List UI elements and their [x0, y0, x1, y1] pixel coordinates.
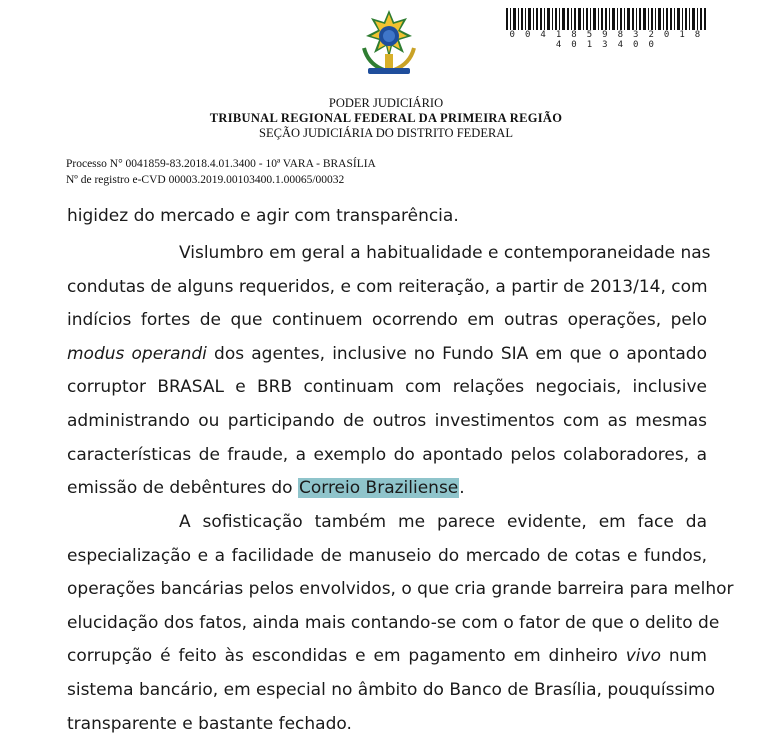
paragraph-sophistication — [67, 506, 734, 741]
text-fragment: emissão de debêntures do — [67, 478, 298, 499]
italic-term: vivo — [625, 646, 661, 667]
text-line: especialização e a facilidade de manuseio do mercado de cotas e fundos, — [67, 545, 707, 566]
paragraph-habituality — [67, 237, 711, 506]
text-line — [67, 472, 707, 506]
text-line: operações bancárias pelos envolvidos, o que cria grande barreira para melhor — [67, 579, 734, 600]
text-line: condutas de alguns requeridos, e com reiteração, a partir de 2013/14, com — [67, 276, 708, 297]
text-line: indícios fortes de que continuem ocorrendo em outras operações, pelo — [67, 310, 707, 331]
text-line: transparente e bastante fechado. — [67, 713, 352, 734]
italic-term: modus operandi — [67, 343, 207, 364]
text-line — [67, 338, 707, 372]
registry-number: Nº de registro e-CVD 00003.2019.00103400.1.00065/00032 — [66, 174, 345, 186]
header-line-section: SEÇÃO JUDICIÁRIA DO DISTRITO FEDERAL — [259, 126, 513, 140]
header-line-court: TRIBUNAL REGIONAL FEDERAL DA PRIMEIRA REGIÃO — [209, 111, 563, 125]
text-line: elucidação dos fatos, ainda mais contando-se com o fator de que o delito de — [67, 612, 720, 633]
text-fragment: num — [660, 646, 707, 667]
text-line: corruptor BRASAL e BRB continuam com relações negociais, inclusive — [67, 377, 707, 398]
text-line: A sofisticação também me parece evidente, em face da — [179, 512, 707, 532]
highlighted-text[interactable]: Correio Braziliense — [298, 478, 459, 499]
text-line: Vislumbro em geral a habitualidade e contemporaneidade nas — [179, 243, 711, 263]
text-line — [67, 640, 707, 674]
text-line: administrando ou participando de outros investimentos com as mesmas — [67, 410, 707, 431]
coat-of-arms-emblem — [354, 8, 424, 80]
header-line-judiciary: PODER JUDICIÁRIO — [328, 96, 444, 110]
text-line: sistema bancário, em especial no âmbito do Banco de Brasília, pouquíssimo — [67, 679, 715, 700]
process-number: Processo N° 0041859-83.2018.4.01.3400 - 10ª VARA - BRASÍLIA — [66, 158, 376, 170]
paragraph-continuation — [67, 200, 707, 234]
text-fragment: dos agentes, inclusive no Fundo SIA em que o apontado — [206, 343, 707, 364]
text-line: higidez do mercado e agir com transparência. — [67, 206, 459, 226]
text-fragment: . — [459, 478, 465, 499]
barcode — [506, 8, 706, 30]
text-fragment: corrupção é feito às escondidas e em pagamento em dinheiro — [67, 646, 626, 667]
barcode-number: 0 0 4 1 8 5 9 8 3 2 0 1 8 4 0 1 3 4 0 0 — [509, 30, 703, 50]
text-line: características de fraude, a exemplo do apontado pelos colaboradores, a — [67, 444, 707, 465]
